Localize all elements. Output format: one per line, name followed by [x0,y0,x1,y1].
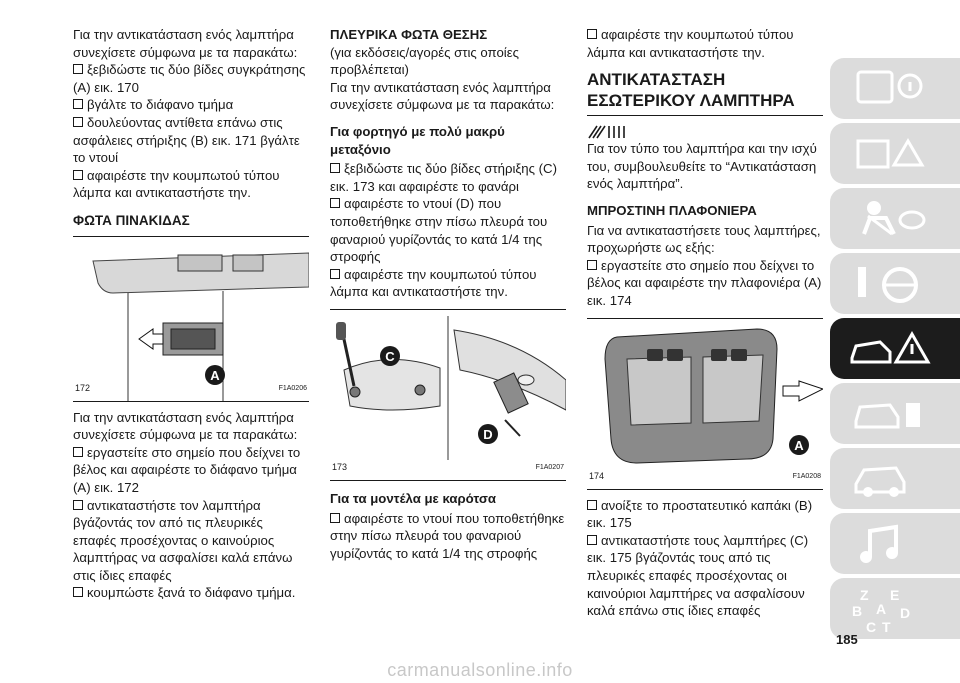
seatbelt-icon [830,188,960,249]
bullet-item: αφαιρέστε το ντουί που τοποθετήθηκε στην πίσω πλευρά του φαναριού γυρίζοντάς το κατά 1/4 της στροφής [330,510,565,561]
figure-code: F1A0207 [535,464,564,472]
paragraph: Για την αντικατάσταση ενός λαμπτήρα συνεχίσετε σύμφωνα με τα παρακάτω: [330,79,555,113]
alphabet-index-icon [830,578,960,639]
music-note-icon [830,513,960,574]
bullet-item: αφαιρέστε την κουμπωτού τύπου λάμπα και αντικαταστήστε την. [73,167,309,202]
tab-driving[interactable] [830,253,960,314]
svg-text:D: D [900,605,911,621]
bullet-item: εργαστείτε στο σημείο που δείχνει το βέλος και αφαιρέστε την πλαφονιέρα (A) εικ. 174 [587,257,822,308]
info-icon [830,58,960,119]
car-service-icon [830,383,960,444]
paragraph: Για την αντικατάσταση ενός λαμπτήρα συνεχίσετε σύμφωνα με τα παρακάτω: [73,409,298,443]
bullet-item: αφαιρέστε την κουμπωτού τύπου λάμπα και αντικαταστήστε την. [330,266,566,301]
section-heading-side-lights: ΠΛΕΥΡΙΚΑ ΦΩΤΑ ΘΕΣΗΣ [330,27,488,42]
side-light-illustration [330,310,566,480]
bullet-item: αφαιρέστε την κουμπωτού τύπου λάμπα και αντικαταστήστε την. [587,26,823,61]
tab-dashboard[interactable] [830,123,960,184]
paragraph: Για να αντικαταστήσετε τους λαμπτήρες, προχωρήστε ως εξής: [587,222,821,256]
page-number: 185 [836,632,858,647]
paragraph: (για εκδόσεις/αγορές στις οποίες προβλέπεται) [330,44,519,78]
svg-text:Z: Z [860,587,869,603]
svg-text:B: B [852,603,863,619]
bullet-item: κουμπώστε ξανά το διάφανο τμήμα. [73,584,309,602]
paragraph: Για την αντικατάσταση ενός λαμπτήρα συνεχίσετε σύμφωνα με τα παρακάτω: [73,27,298,60]
bullet-item: ξεβιδώστε τις δύο βίδες στήριξης (C) εικ. 173 και αφαιρέστε το φανάρι [330,160,566,195]
heading-line-1: ΑΝΤΙΚΑΤΑΣΤΑΣΗ [587,70,726,90]
svg-text:A: A [876,601,887,617]
column-1 [73,26,309,602]
subheading: Για τα μοντέλα με καρότσα [330,490,496,506]
figure-number: 174 [589,470,605,481]
svg-text:C: C [866,619,877,635]
tab-info[interactable] [830,58,960,119]
subheading: Για φορτηγό με πολύ μακρύ μεταξόνιο [330,123,505,157]
bullet-item: αντικαταστήστε τους λαμπτήρες (C) εικ. 175 βγάζοντάς τους από τις πλευρικές επαφές προσέχοντας οι καινούριοι λαμπτήρες να ασφαλίσουν καλά επάνω στις ίδιες επαφές [587,532,823,620]
figure-code: F1A0206 [278,384,307,392]
steering-wheel-icon [830,253,960,314]
ceiling-lamp-illustration [587,319,823,489]
bullet-item: ανοίξτε το προστατευτικό καπάκι (B) εικ. 175 [587,497,823,532]
tab-multimedia[interactable] [830,513,960,574]
bullet-item: εργαστείτε στο σημείο που δείχνει το βέλος και αφαιρέστε το διάφανο τμήμα (A) εικ. 172 [73,444,309,497]
figure-number: 172 [75,382,91,393]
bullet-item: δουλεύοντας αντίθετα επάνω στις ασφάλειες στήριξης (B) εικ. 171 βγάλτε το ντουί [73,114,309,167]
car-data-icon [830,448,960,509]
bullet-item: αφαιρέστε το ντουί (D) που τοποθετήθηκε στην πίσω πλευρά του φαναριού γυρίζοντάς το κατά 1/4 της στροφής [330,195,566,265]
bullet-item: ξεβιδώστε τις δύο βίδες συγκράτησης (A) εικ. 170 [73,61,309,96]
paragraph: Για τον τύπο του λαμπτήρα και την ισχύ του, συμβουλευθείτε το “Αντικατάσταση ενός λαμπτήρα”. [587,141,817,192]
license-plate-light-illustration [73,243,309,401]
figure-number: 173 [332,462,348,473]
car-breakdown-icon [830,318,960,379]
subheading: ΜΠΡΟΣΤΙΝΗ ΠΛΑΦΟΝΙΕΡΑ [587,202,757,218]
dashboard-warning-icon [830,123,960,184]
figure-label-a: A [210,367,220,383]
column-2 [330,26,566,562]
svg-text:E: E [890,587,900,603]
figure-label-a: A [794,437,804,453]
figure-174 [587,318,823,490]
tab-emergency[interactable] [830,318,960,379]
tab-technical-data[interactable] [830,448,960,509]
figure-label-c: C [385,348,395,364]
figure-code: F1A0208 [792,472,821,480]
bullet-item: βγάλτε το διάφανο τμήμα [73,96,309,114]
figure-label-d: D [483,426,493,442]
section-heading-plate-lights: ΦΩΤΑ ΠΙΝΑΚΙΔΑΣ [73,212,309,237]
chapter-tabs [830,58,960,643]
watermark: carmanualsonline.info [387,660,573,680]
column-3 [587,26,823,620]
figure-173 [330,309,566,481]
heading-line-2: ΕΣΩΤΕΡΙΚΟΥ ΛΑΜΠΤΗΡΑ [587,91,795,111]
tab-maintenance[interactable] [830,383,960,444]
section-heading-interior-lamp [587,69,823,116]
bulb-warning-icon [587,122,823,140]
tab-safety[interactable] [830,188,960,249]
tab-index[interactable] [830,578,960,639]
bullet-item: αντικαταστήστε τον λαμπτήρα βγάζοντάς τον από τις πλευρικές επαφές προσέχοντας ο καινούριος λαμπτήρας να ασφαλίσει καλά επάνω στις ίδιες επαφές [73,497,309,585]
svg-text:T: T [882,619,891,635]
figure-172 [73,243,309,402]
